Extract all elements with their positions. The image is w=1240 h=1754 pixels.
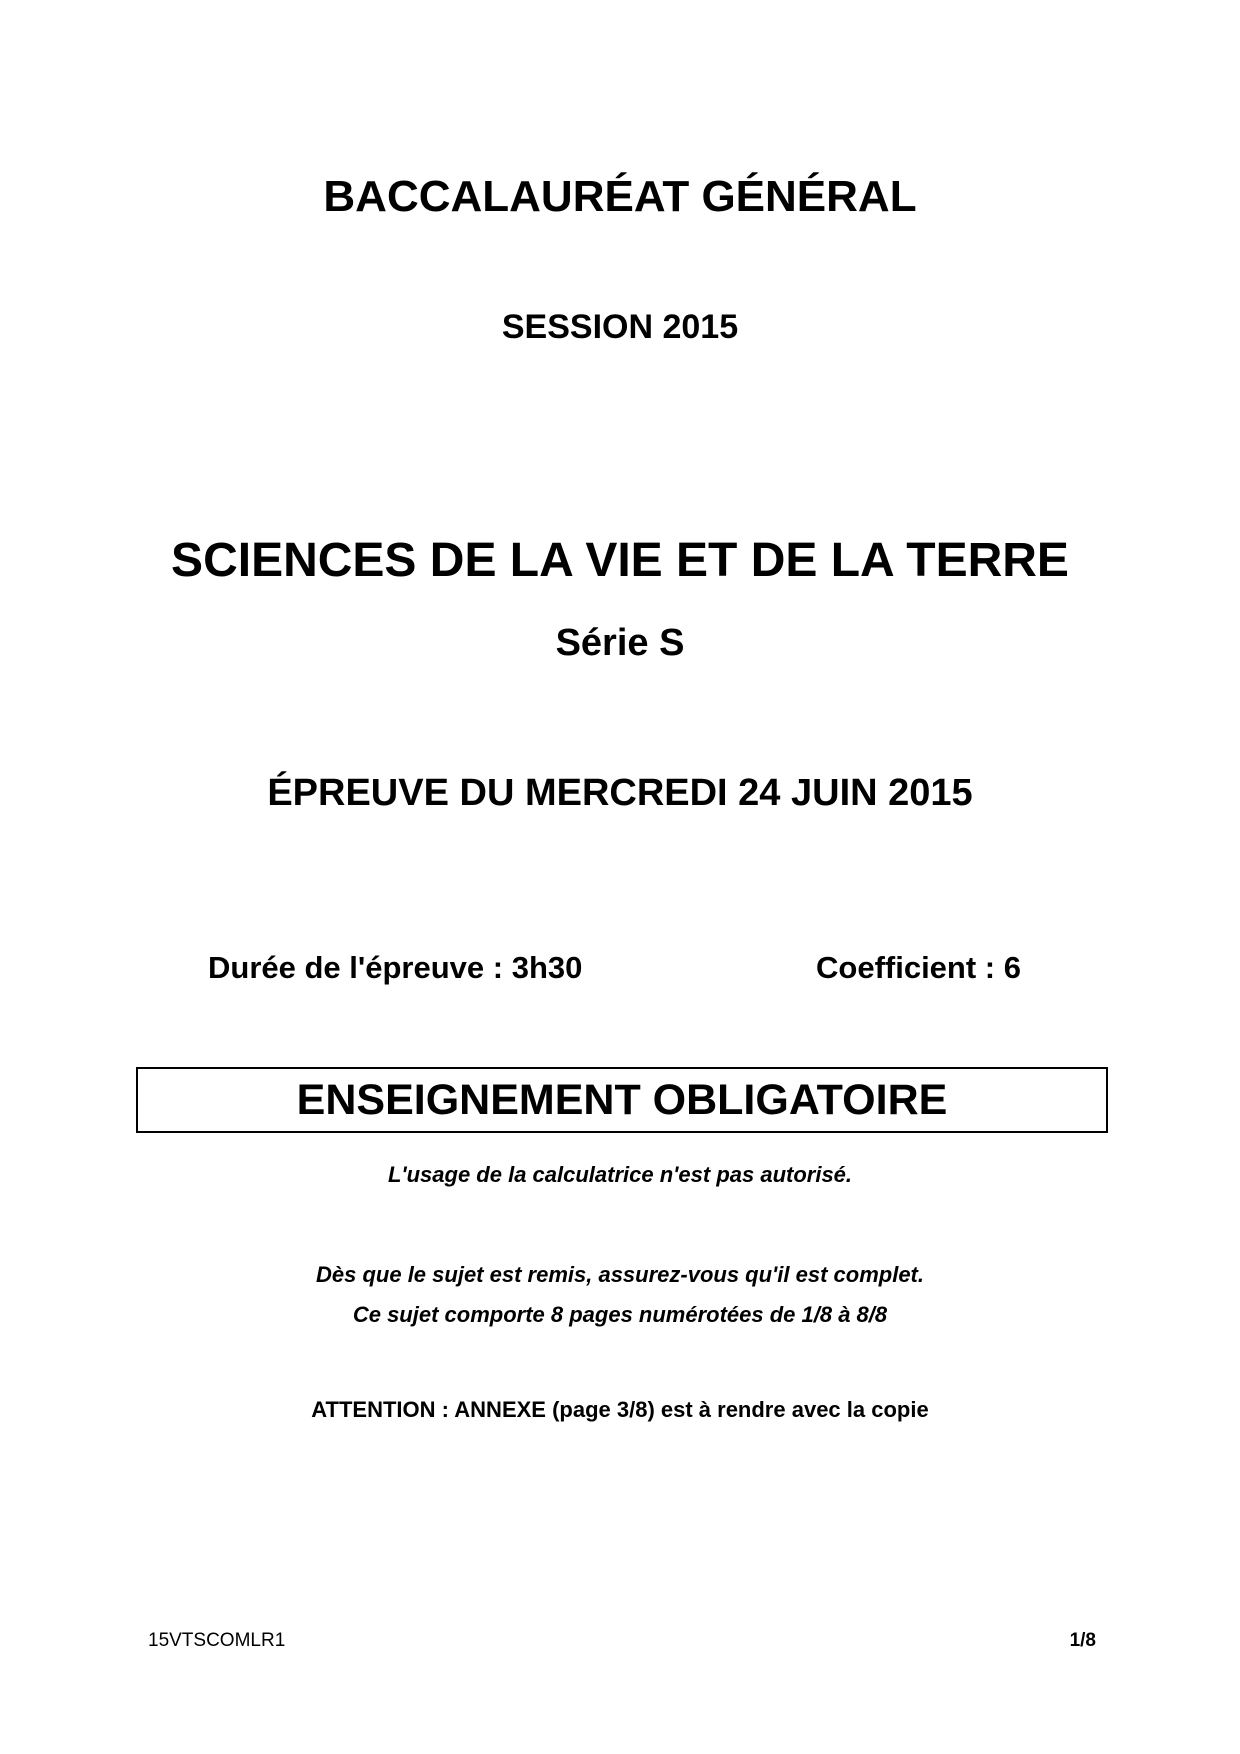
page-number: 1/8 [1069, 1630, 1096, 1651]
teaching-box [136, 1067, 1108, 1133]
coefficient-label: Coefficient : 6 [816, 950, 1021, 985]
attention-notice: ATTENTION : ANNEXE (page 3/8) est à rendre avec la copie [311, 1397, 929, 1422]
duration-label: Durée de l'épreuve : 3h30 [208, 950, 583, 985]
completeness-notice: Dès que le sujet est remis, assurez-vous qu'il est complet. [316, 1262, 924, 1287]
exam-title: BACCALAURÉAT GÉNÉRAL [323, 172, 917, 221]
session-label: SESSION 2015 [501, 308, 739, 346]
exam-date: ÉPREUVE DU MERCREDI 24 JUIN 2015 [267, 772, 973, 814]
subject-title: SCIENCES DE LA VIE ET DE LA TERRE [171, 534, 1069, 587]
series-label: Série S [555, 622, 685, 664]
calculator-notice: L'usage de la calculatrice n'est pas autorisé. [387, 1162, 853, 1187]
page-count-notice: Ce sujet comporte 8 pages numérotées de 1/8 à 8/8 [352, 1302, 888, 1327]
footer-code: 15VTSCOMLR1 [148, 1630, 286, 1651]
teaching-title: ENSEIGNEMENT OBLIGATOIRE [296, 1075, 948, 1124]
